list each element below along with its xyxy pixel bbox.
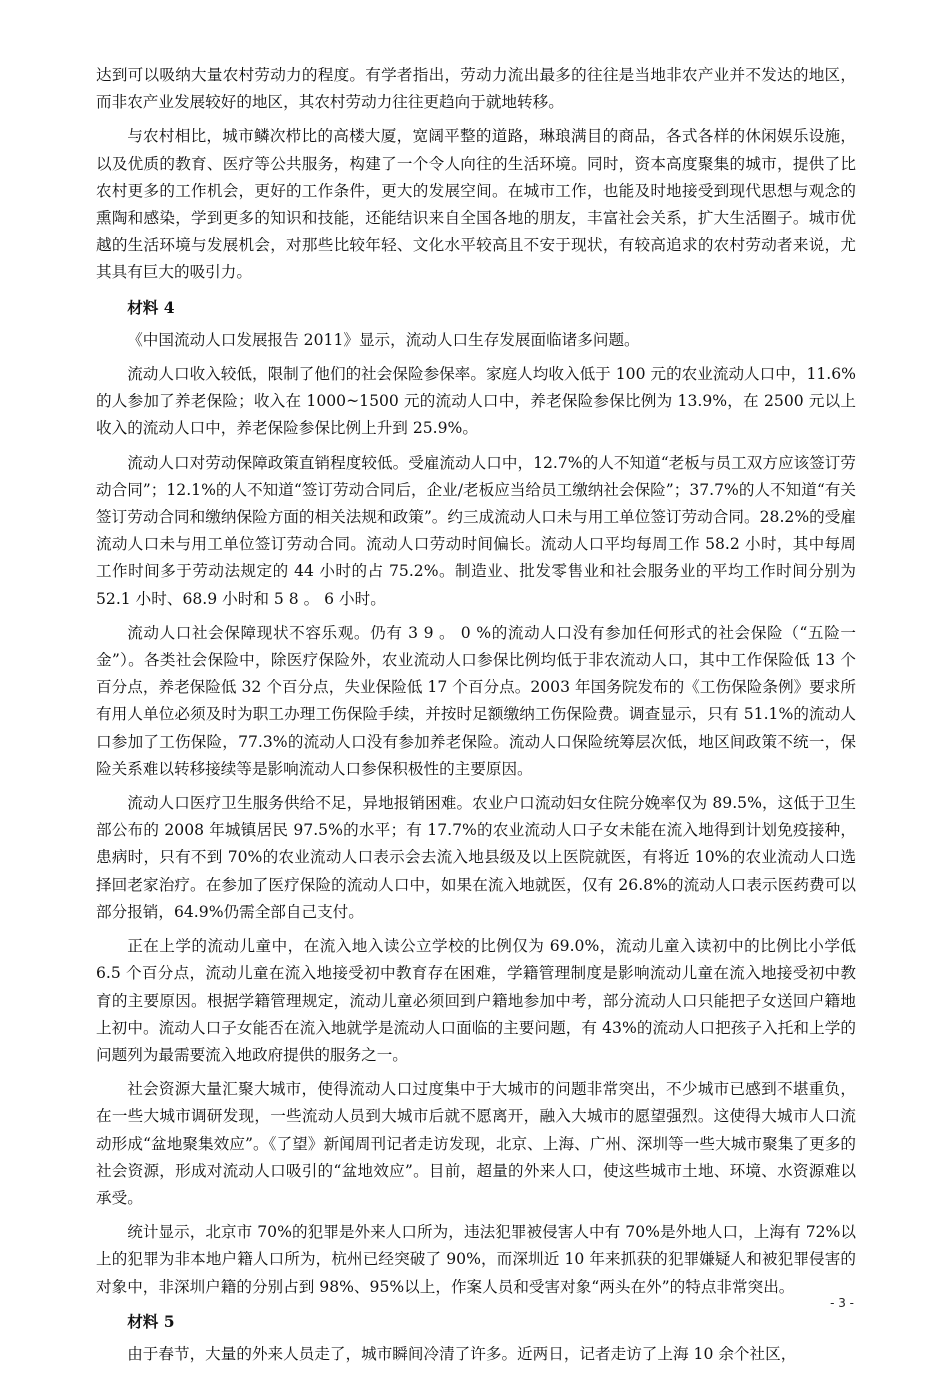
paragraph: 流动人口对劳动保障政策直销程度较低。受雇流动人口中，12.7%的人不知道“老板与员工双方应该签订劳动合同”；12.1%的人不知道“签订劳动合同后，企业/老板应当给员工缴纳社会保险”；37.7%的人不知道“有关签订劳动合同和缴纳保险方面的相关法规和政策”。约三成流动人口未与用工单位签订劳动合同。28.2%的受雇流动人口未与用工单位签订劳动合同。流动人口劳动时间偏长。流动人口平均每周工作 58.2 小时，其中每周工作时间多于劳动法规定的 44 小时的占 75.2%。制造业、批发零售业和社会服务业的平均工作时间分别为 52.1 小时、68.9 小时和 5 8 。 6 小时。 [96, 453, 856, 608]
paragraph: 流动人口医疗卫生服务供给不足，异地报销困难。农业户口流动妇女住院分娩率仅为 89.5%，这低于卫生部公布的 2008 年城镇居民 97.5%的水平；有 17.7%的农业流动人口子女未能在流入地得到计划免疫接种，患病时，只有不到 70%的农业流动人口表示会去流入地县级及以上医院就医，有将近 10%的农业流动人口选择回老家治疗。在参加了医疗保险的流动人口中，如果在流入地就医，仅有 26.8%的流动人口表示医药费可以部分报销，64.9%仍需全部自己支付。 [96, 794, 856, 921]
section-heading: 材料 4 [127, 297, 175, 317]
paragraph: 统计显示，北京市 70%的犯罪是外来人口所为，违法犯罪被侵害人中有 70%是外地人口，上海有 72%以上的犯罪为非本地户籍人口所为，杭州已经突破了 90%，而深圳近 10 年来抓获的犯罪嫌疑人和被犯罪侵害的对象中，非深圳户籍的分别占到 98%、95%以上，作案人员和受害对象“两头在外”的特点非常突出。 [96, 1223, 856, 1296]
document-body [96, 62, 856, 1375]
paragraph: 《中国流动人口发展报告 2011》显示，流动人口生存发展面临诸多问题。 [127, 330, 640, 349]
paragraph: 由于春节，大量的外来人员走了，城市瞬间冷清了许多。近两日，记者走访了上海 10 余个社区， [127, 1344, 797, 1363]
page-number: - 3 - [830, 1296, 854, 1310]
paragraph: 正在上学的流动儿童中，在流入地入读公立学校的比例仅为 69.0%，流动儿童入读初中的比例比小学低 6.5 个百分点，流动儿童在流入地接受初中教育存在困难，学籍管理制度是影响流动儿童在流入地接受初中教育的主要原因。根据学籍管理规定，流动儿童必须回到户籍地参加中考，部分流动人口只能把子女送回户籍地上初中。流动人口子女能否在流入地就学是流动人口面临的主要问题，有 43%的流动人口把孩子入托和上学的问题列为最需要流入地政府提供的服务之一。 [96, 937, 856, 1064]
paragraph: 达到可以吸纳大量农村劳动力的程度。有学者指出，劳动力流出最多的往往是当地非农产业并不发达的地区，而非农产业发展较好的地区，其农村劳动力往往更趋向于就地转移。 [96, 66, 856, 112]
section-heading: 材料 5 [127, 1311, 175, 1331]
paragraph: 与农村相比，城市鳞次栉比的高楼大厦，宽阔平整的道路，琳琅满目的商品，各式各样的休闲娱乐设施，以及优质的教育、医疗等公共服务，构建了一个令人向往的生活环境。同时，资本高度聚集的城市，提供了比农村更多的工作机会，更好的工作条件，更大的发展空间。在城市工作，也能及时地接受到现代思想与观念的熏陶和感染，学到更多的知识和技能，还能结识来自全国各地的朋友，丰富社会关系，扩大生活圈子。城市优越的生活环境与发展机会，对那些比较年轻、文化水平较高且不安于现状，有较高追求的农村劳动者来说，尤其具有巨大的吸引力。 [96, 127, 856, 282]
paragraph: 流动人口收入较低，限制了他们的社会保险参保率。家庭人均收入低于 100 元的农业流动人口中，11.6%的人参加了养老保险；收入在 1000~1500 元的流动人口中，养老保险参保比例为 13.9%，在 2500 元以上收入的流动人口中，养老保险参保比例上升到 25.9%。 [96, 365, 856, 438]
paragraph: 社会资源大量汇聚大城市，使得流动人口过度集中于大城市的问题非常突出，不少城市已感到不堪重负，在一些大城市调研发现，一些流动人员到大城市后就不愿离开，融入大城市的愿望强烈。这使得大城市人口流动形成“盆地聚集效应”。《了望》新闻周刊记者走访发现，北京、上海、广州、深圳等一些大城市聚集了更多的社会资源，形成对流动人口吸引的“盆地效应”。目前，超量的外来人口，使这些城市土地、环境、水资源难以承受。 [96, 1080, 856, 1207]
paragraph: 流动人口社会保障现状不容乐观。仍有 3 9 。 0 %的流动人口没有参加任何形式的社会保险（“五险一金”）。各类社会保险中，除医疗保险外，农业流动人口参保比例均低于非农流动人口，其中工作保险低 13 个百分点，养老保险低 32 个百分点，失业保险低 17 个百分点。2003 年国务院发布的《工伤保险条例》要求所有用人单位必须及时为职工办理工伤保险手续，并按时足额缴纳工伤保险费。调查显示，只有 51.1%的流动人口参加了工伤保险，77.3%的流动人口没有参加养老保险。流动人口保险统筹层次低，地区间政策不统一，保险关系难以转移接续等是影响流动人口参保积极性的主要原因。 [96, 623, 856, 778]
